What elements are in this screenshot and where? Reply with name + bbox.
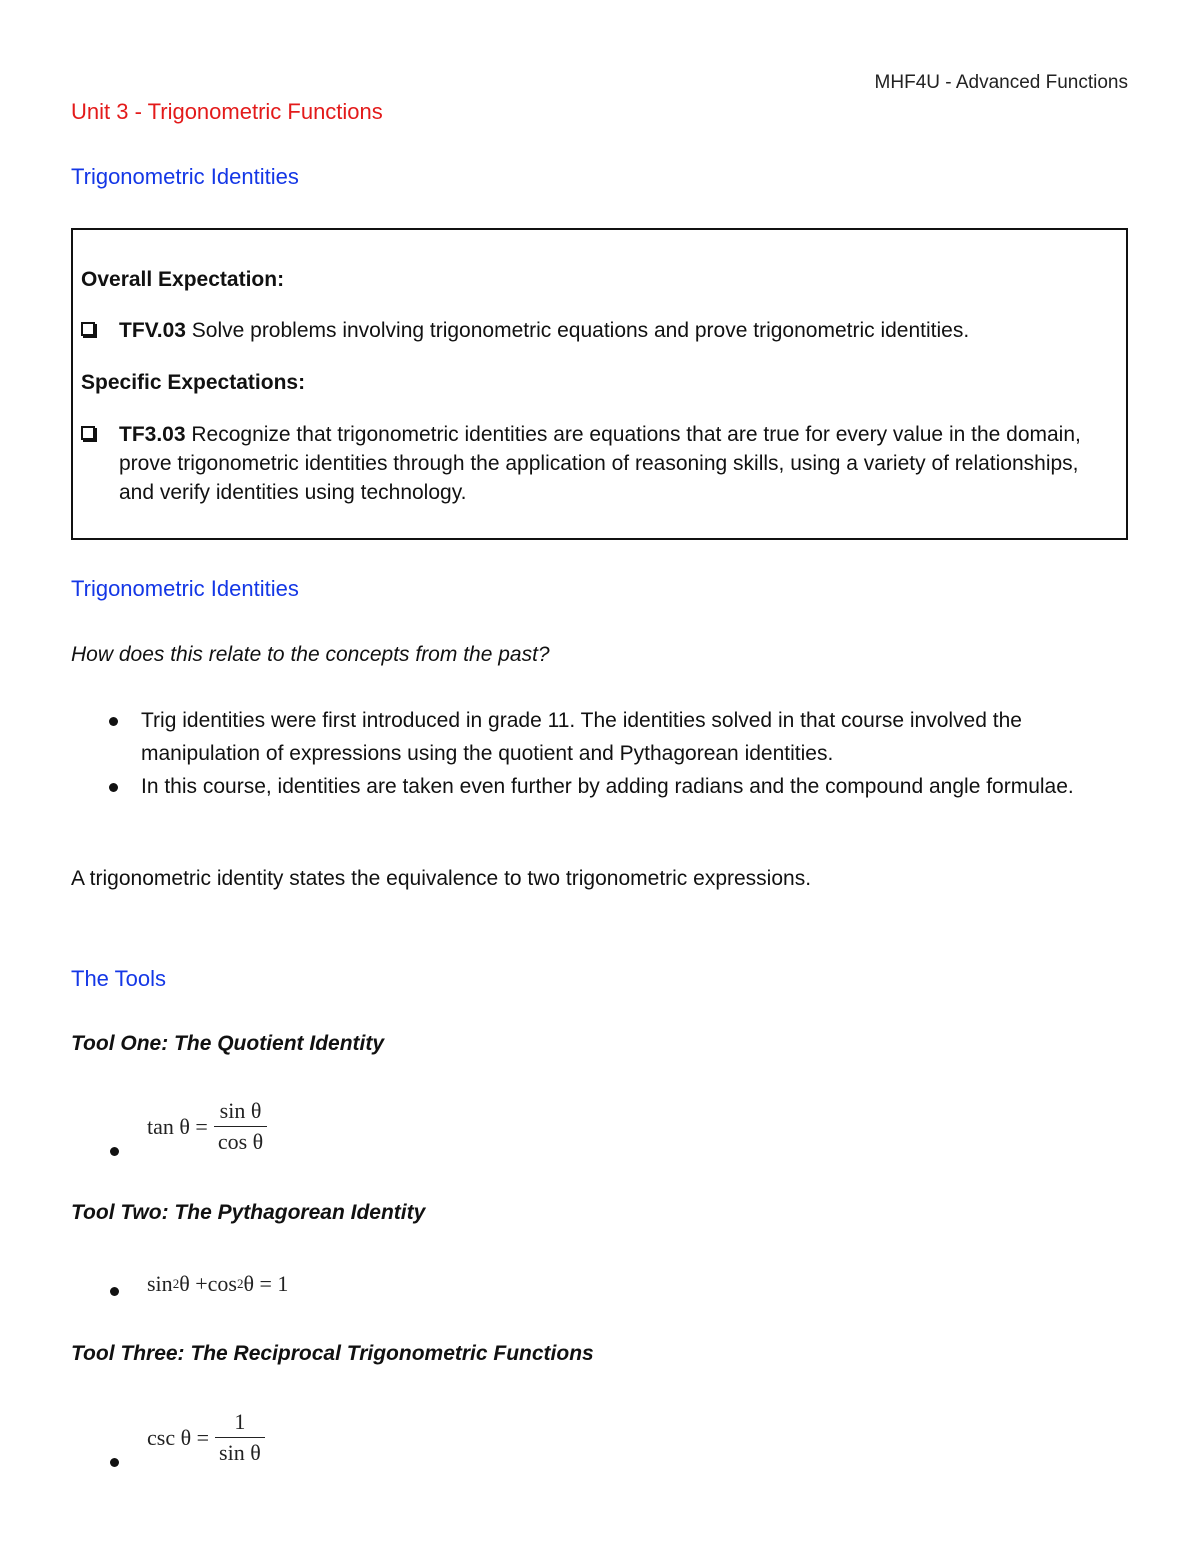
tool-three-heading: Tool Three: The Reciprocal Trigonometric Functions (71, 1342, 594, 1365)
formula-numerator: 1 (234, 1409, 246, 1434)
bullet-text: In this course, identities are taken even further by adding radians and the compound angle formulae. (141, 775, 1074, 798)
tool-two-heading: Tool Two: The Pythagorean Identity (71, 1201, 426, 1224)
specific-expectations-label: Specific Expectations: (81, 371, 306, 394)
overall-expectation-item (119, 316, 1109, 345)
tool-one-heading: Tool One: The Quotient Identity (71, 1032, 385, 1055)
formula-sin: sin (147, 1271, 173, 1296)
formula-exponent: 2 (172, 1276, 180, 1291)
expectations-box (71, 228, 1128, 540)
reciprocal-function-formula (147, 1409, 265, 1466)
checkbox-icon (81, 426, 95, 440)
formula-lhs: tan θ = (147, 1113, 208, 1139)
context-bullet-list (141, 704, 1141, 803)
overall-expectation-label: Overall Expectation: (81, 268, 285, 291)
pythagorean-identity-formula (147, 1271, 288, 1297)
definition-paragraph: A trigonometric identity states the equivalence to two trigonometric expressions. (71, 867, 812, 890)
specific-code: TF3.03 (119, 423, 186, 446)
overall-code: TFV.03 (119, 319, 186, 342)
guiding-question: How does this relate to the concepts from the past? (71, 643, 550, 666)
bullet-icon (110, 1287, 119, 1296)
formula-lhs: csc θ = (147, 1424, 210, 1450)
course-header: MHF4U - Advanced Functions (874, 72, 1128, 93)
section-title-identities: Trigonometric Identities (71, 164, 299, 189)
bullet-icon (109, 717, 118, 726)
formula-denominator: sin θ (215, 1437, 265, 1466)
formula-exponent: 2 (236, 1276, 244, 1291)
formula-numerator: sin θ (219, 1098, 262, 1123)
section-title-tools: The Tools (71, 966, 166, 991)
bullet-icon (109, 783, 118, 792)
formula-denominator: cos θ (214, 1126, 267, 1155)
checkbox-icon (81, 322, 95, 336)
list-item (141, 770, 1141, 803)
formula-part: θ = 1 (243, 1271, 289, 1296)
bullet-icon (110, 1147, 119, 1156)
formula-fraction (214, 1098, 267, 1155)
list-item (141, 704, 1141, 770)
bullet-text: Trig identities were first introduced in grade 11. The identities solved in that course involved the manipulation of expressions using the quotient and Pythagorean identities. (141, 709, 1022, 765)
formula-part: θ + (179, 1271, 208, 1296)
formula-cos: cos (207, 1271, 237, 1296)
overall-text: Solve problems involving trigonometric equations and prove trigonometric identities. (185, 319, 970, 342)
formula-fraction (215, 1409, 265, 1466)
quotient-identity-formula (147, 1098, 267, 1155)
section-title-identities-2: Trigonometric Identities (71, 576, 299, 601)
unit-title: Unit 3 - Trigonometric Functions (71, 99, 383, 124)
bullet-icon (110, 1458, 119, 1467)
specific-expectation-item (119, 420, 1109, 507)
specific-text: Recognize that trigonometric identities are equations that are true for every value in the domain, prove trigonometric identities through the application of reasoning skills, using a variety of relationships, and verify identities using technology. (119, 423, 1081, 504)
